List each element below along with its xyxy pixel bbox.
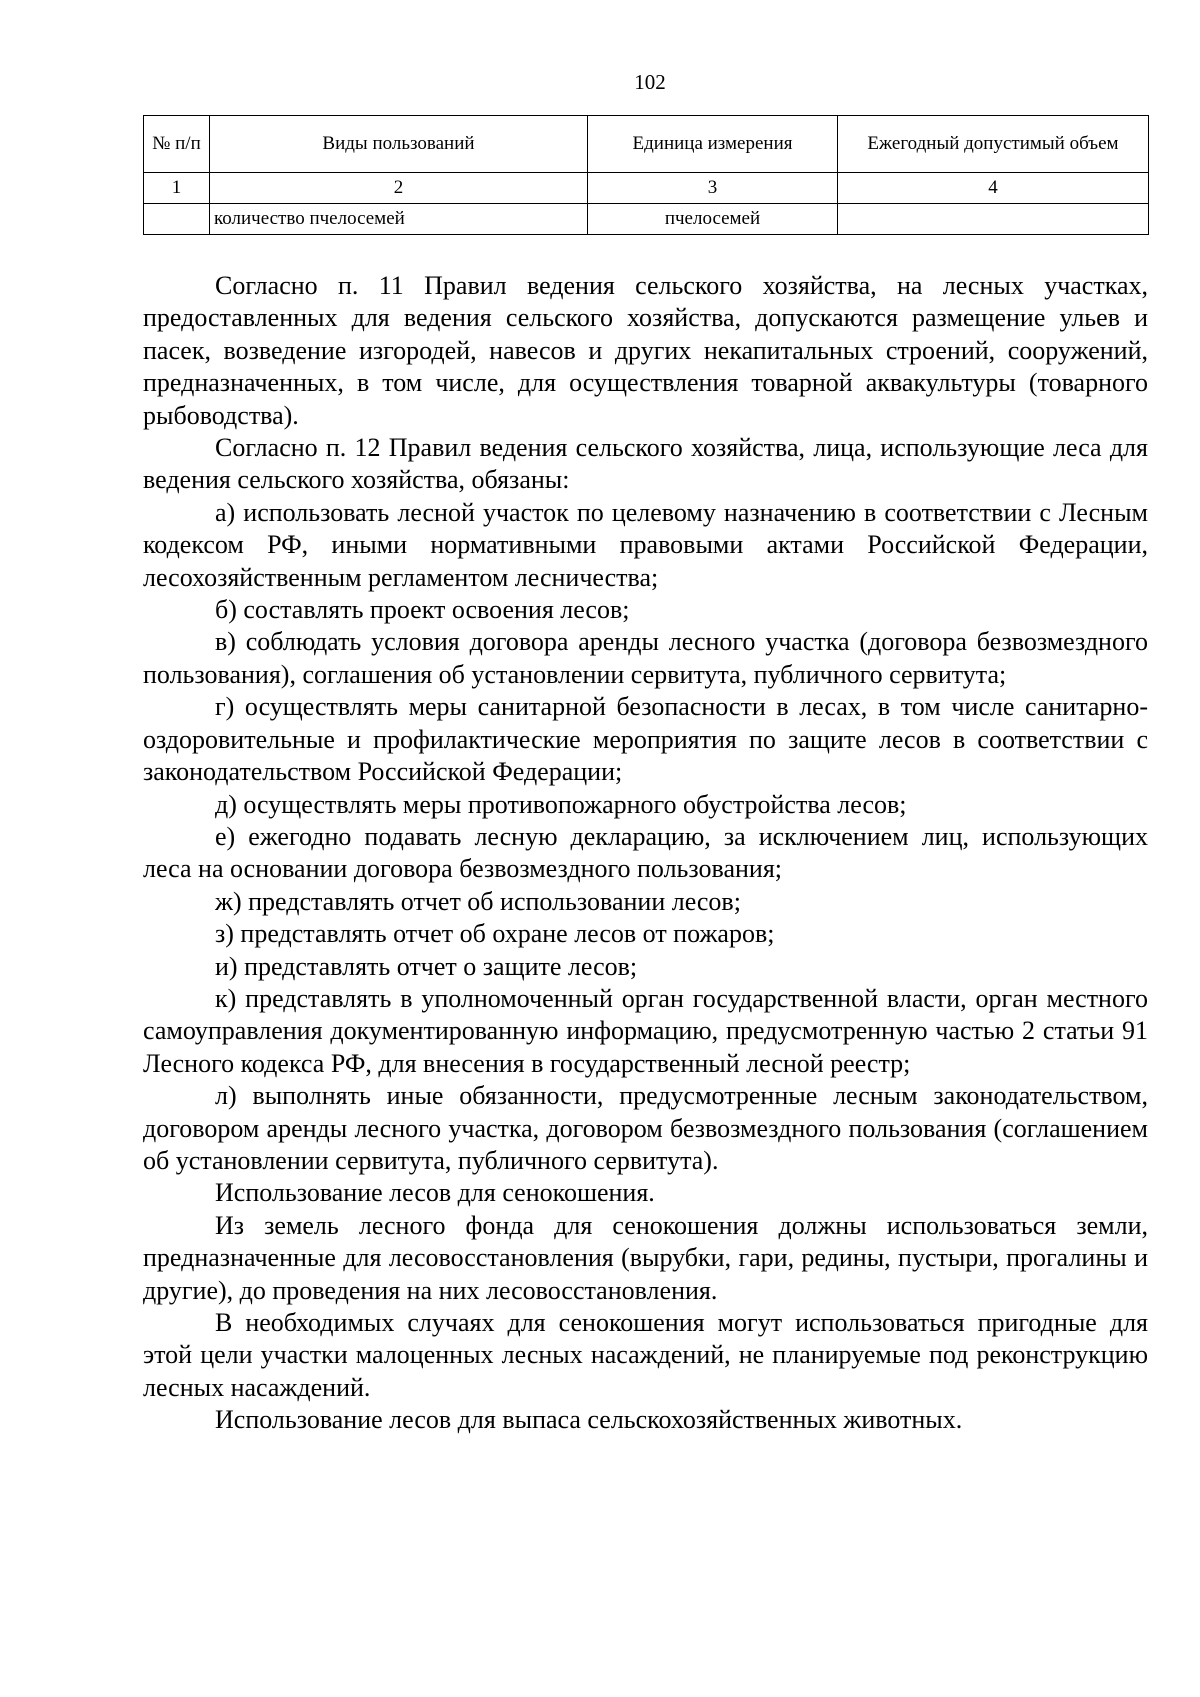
- column-number-cell: 3: [588, 173, 838, 204]
- list-item: б) составлять проект освоения лесов;: [215, 595, 630, 625]
- list-item: в) соблюдать условия договора аренды лесного участка (договора безвозмездного пользования), соглашения об установлении сервитута, публичного сервитута;: [143, 627, 1148, 689]
- column-number-cell: 2: [210, 173, 588, 204]
- list-item: а) использовать лесной участок по целевому назначению в соответствии с Лесным кодексом РФ, иными нормативными правовыми актами Российской Федерации, лесохозяйственным регламентом лесничества;: [143, 497, 1148, 592]
- paragraph: В необходимых случаях для сенокошения могут использоваться пригодные для этой цели участки малоценных лесных насаждений, не планируемые под реконструкцию лесных насаждений.: [143, 1308, 1148, 1402]
- table-cell: пчелосемей: [588, 204, 838, 235]
- header-unit: Единица измерения: [588, 116, 838, 173]
- table-header-row: [144, 116, 1149, 173]
- list-item: г) осуществлять меры санитарной безопасности в лесах, в том числе санитарно-оздоровительные и профилактические мероприятия по защите лесов в соответствии с законодательством Российской Федерации;: [143, 692, 1148, 787]
- table-column-numbers-row: [144, 173, 1149, 204]
- header-number: № п/п: [144, 116, 210, 173]
- paragraph: Согласно п. 12 Правил ведения сельского хозяйства, лица, использующие леса для ведения сельского хозяйства, обязаны:: [143, 433, 1148, 495]
- list-item: ж) представлять отчет об использовании лесов;: [215, 886, 741, 916]
- column-number-cell: 4: [838, 173, 1149, 204]
- paragraph: Из земель лесного фонда для сенокошения должны использоваться земли, предназначенные для лесовосстановления (вырубки, гари, редины, пустыри, прогалины и другие), до проведения на них лесовосстановления.: [143, 1210, 1148, 1305]
- section-heading: Использование лесов для сенокошения.: [215, 1178, 655, 1208]
- table-cell: [838, 204, 1149, 235]
- table-row: [144, 204, 1149, 235]
- paragraph: Согласно п. 11 Правил ведения сельского хозяйства, на лесных участках, предоставленных для ведения сельского хозяйства, допускаются размещение ульев и пасек, возведение изгородей, навесов и других некапитальных строений, сооружений, предназначенных, в том числе, для осуществления товарной аквакультуры (товарного рыбоводства).: [143, 271, 1148, 430]
- list-item: д) осуществлять меры противопожарного обустройства лесов;: [215, 789, 907, 819]
- list-item: к) представлять в уполномоченный орган государственной власти, орган местного самоуправления документированную информацию, предусмотренную частью 2 статьи 91 Лесного кодекса РФ, для внесения в государственный лесной реестр;: [143, 983, 1148, 1078]
- list-item: е) ежегодно подавать лесную декларацию, за исключением лиц, использующих леса на основании договора безвозмездного пользования;: [143, 821, 1148, 884]
- body-text: [143, 270, 1148, 1437]
- header-annual-volume: Ежегодный допустимый объем: [838, 116, 1149, 173]
- forest-usage-table: [143, 115, 1149, 235]
- list-item: л) выполнять иные обязанности, предусмотренные лесным законодательством, договором аренды лесного участка, договором безвозмездного пользования (соглашением об установлении сервитута, публичного сервитута).: [143, 1081, 1148, 1175]
- section-heading: Использование лесов для выпаса сельскохозяйственных животных.: [215, 1405, 963, 1435]
- table-cell: [144, 204, 210, 235]
- page-number: 102: [634, 70, 666, 94]
- column-number-cell: 1: [144, 173, 210, 204]
- list-item: и) представлять отчет о защите лесов;: [215, 951, 638, 981]
- header-usage-type: Виды пользований: [210, 116, 588, 173]
- table-cell: количество пчелосемей: [210, 204, 588, 235]
- list-item: з) представлять отчет об охране лесов от пожаров;: [215, 919, 775, 949]
